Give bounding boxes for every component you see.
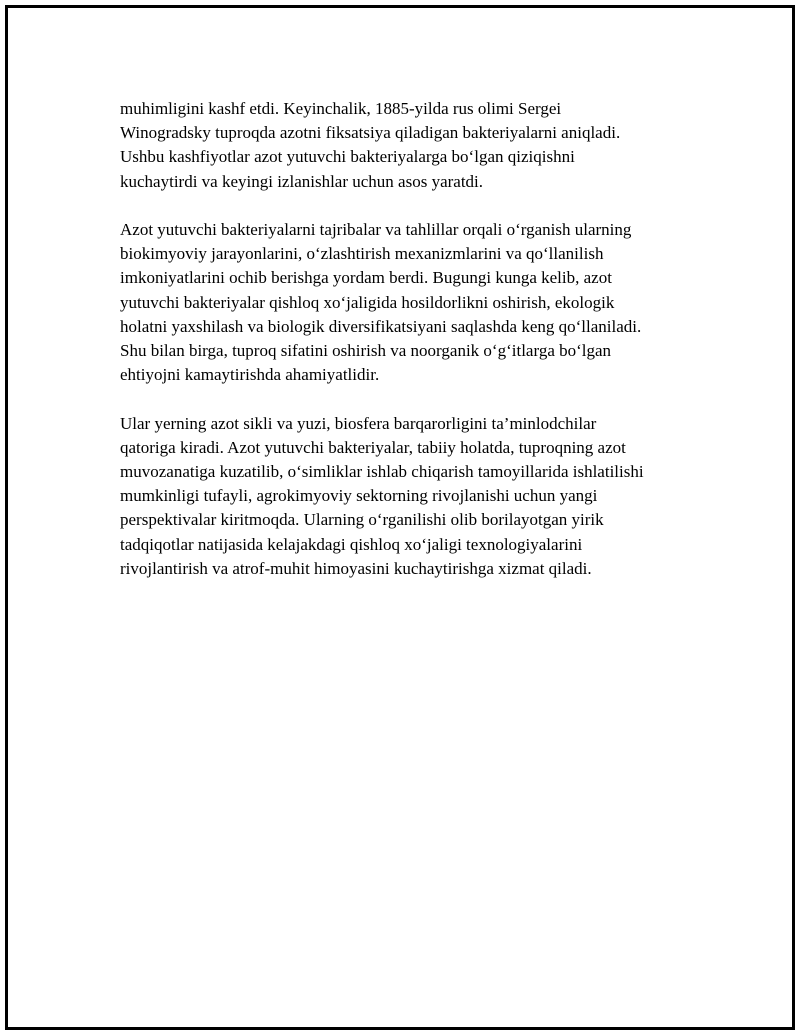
document-page	[5, 5, 795, 1030]
paragraph-2: Azot yutuvchi bakteriyalarni tajribalar va tahlillar orqali o‘rganish ularning biokimyoviy jarayonlarini, o‘zlashtirish mexanizmlarini va qo‘llanilish imkoniyatlarini ochib berishga yordam berdi. Bugungi kunga kelib, azot yutuvchi bakteriyalar qishloq xo‘jaligida hosildorlikni oshirish, ekologik holatni yaxshilash va biologik diversifikatsiyani saqlashda keng qo‘llaniladi. Shu bilan birga, tuproq sifatini oshirish va noorganik o‘g‘itlarga bo‘lgan ehtiyojni kamaytirishda ahamiyatlidir.	[120, 220, 642, 385]
document-body	[120, 97, 720, 605]
paragraph-1: muhimligini kashf etdi. Keyinchalik, 1885-yilda rus olimi Sergei Winogradsky tuproqda azotni fiksatsiya qiladigan bakteriyalarni aniqladi. Ushbu kashfiyotlar azot yutuvchi bakteriyalarga bo‘lgan qiziqishni kuchaytirdi va keyingi izlanishlar uchun asos yaratdi.	[120, 99, 621, 191]
paragraph-3: Ular yerning azot sikli va yuzi, biosfera barqarorligini ta’minlodchilar qatoriga kiradi. Azot yutuvchi bakteriyalar, tabiiy holatda, tuproqning azot muvozanatiga kuzatilib, o‘simliklar ishlab chiqarish tamoyillarida ishlatilishi mumkinligi tufayli, agrokimyoviy sektorning rivojlanishi uchun yangi perspektivalar kiritmoqda. Ularning o‘rganilishi olib borilayotgan yirik tadqiqotlar natijasida kelajakdagi qishloq xo‘jaligi texnologiyalarini rivojlantirish va atrof-muhit himoyasini kuchaytirishga xizmat qiladi.	[120, 413, 644, 578]
